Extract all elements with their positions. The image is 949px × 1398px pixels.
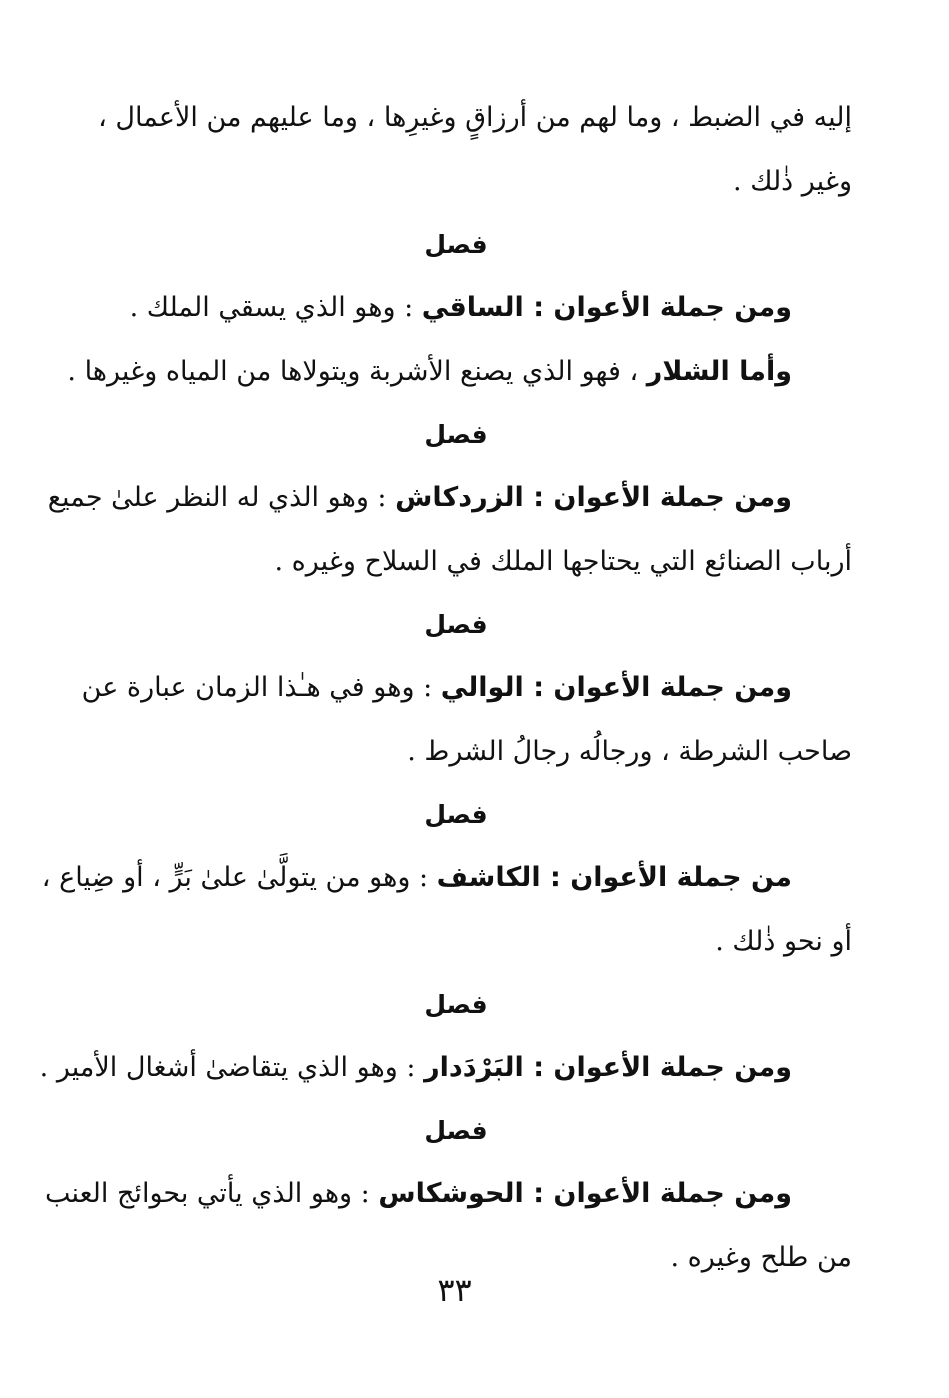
entry-line bbox=[67, 340, 792, 404]
entry-term: الوالي bbox=[440, 672, 524, 703]
entry-shallar bbox=[67, 340, 852, 404]
entry-text: : وهو الذي يأتي بحوائج العنب bbox=[45, 1178, 379, 1209]
entry-text: : وهو الذي له النظر علىٰ جميع bbox=[47, 482, 396, 513]
continuation-paragraph bbox=[100, 86, 852, 214]
entry-lead: ومن جملة الأعوان : bbox=[523, 482, 792, 513]
entry-saqi bbox=[100, 276, 852, 340]
entry-lead: ومن جملة الأعوان : bbox=[523, 1052, 792, 1083]
entry-line bbox=[81, 656, 852, 720]
entry-line bbox=[39, 1036, 792, 1100]
entry-term: الحوشكاس bbox=[378, 1178, 524, 1209]
entry-lead: وأما bbox=[729, 356, 792, 387]
entry-text: ، فهو الذي يصنع الأشربة ويتولاها من المياه وغيرها . bbox=[67, 356, 647, 387]
entry-lead: ومن جملة الأعوان : bbox=[523, 672, 792, 703]
continuation-line-1: إليه في الضبط ، وما لهم من أرزاقٍ وغيرِها ، وما عليهم من الأعمال ، bbox=[98, 102, 852, 133]
entry-lead: ومن جملة الأعوان : bbox=[523, 1178, 792, 1209]
entry-bardadar bbox=[39, 1036, 852, 1100]
entry-text: : وهو في هـٰذا الزمان عبارة عن bbox=[81, 672, 441, 703]
section-heading: فصل bbox=[424, 800, 488, 829]
entry-kashif bbox=[41, 846, 852, 974]
entry-line-2: صاحب الشرطة ، ورجالُه رجالُ الشرط . bbox=[407, 736, 852, 767]
continuation-line-2: وغير ذٰلك . bbox=[733, 166, 852, 197]
page-body bbox=[39, 86, 852, 1290]
entry-term: الكاشف bbox=[436, 862, 541, 893]
entry-wali bbox=[81, 656, 852, 784]
entry-line-2: أرباب الصنائع التي يحتاجها الملك في السلاح وغيره . bbox=[274, 546, 852, 577]
entry-text: : وهو الذي يتقاضىٰ أشغال الأمير . bbox=[39, 1052, 425, 1083]
entry-lead: ومن جملة الأعوان : bbox=[523, 292, 792, 323]
section-heading: فصل bbox=[424, 420, 488, 449]
section-heading: فصل bbox=[424, 230, 488, 259]
entry-line bbox=[47, 466, 852, 530]
entry-term: الزردكاش bbox=[395, 482, 524, 513]
entry-line bbox=[45, 1162, 852, 1226]
section-heading: فصل bbox=[424, 610, 488, 639]
entry-lead: من جملة الأعوان : bbox=[540, 862, 792, 893]
section-heading: فصل bbox=[424, 990, 488, 1019]
entry-text: : وهو من يتولَّىٰ علىٰ بَرٍّ ، أو ضِياع ، bbox=[41, 862, 437, 893]
entry-term: البَرْدَدار bbox=[424, 1052, 524, 1083]
entry-term: الشلار bbox=[646, 356, 730, 387]
entry-line-2: أو نحو ذٰلك . bbox=[715, 926, 852, 957]
entry-line bbox=[100, 276, 792, 340]
entry-line-2: من طلح وغيره . bbox=[670, 1242, 852, 1273]
entry-term: الساقي bbox=[421, 292, 524, 323]
page-number: ٣٣ bbox=[437, 1271, 472, 1309]
entry-zardkash bbox=[47, 466, 852, 594]
section-heading: فصل bbox=[424, 1116, 488, 1145]
entry-line bbox=[41, 846, 852, 910]
entry-text: : وهو الذي يسقي الملك . bbox=[129, 292, 422, 323]
